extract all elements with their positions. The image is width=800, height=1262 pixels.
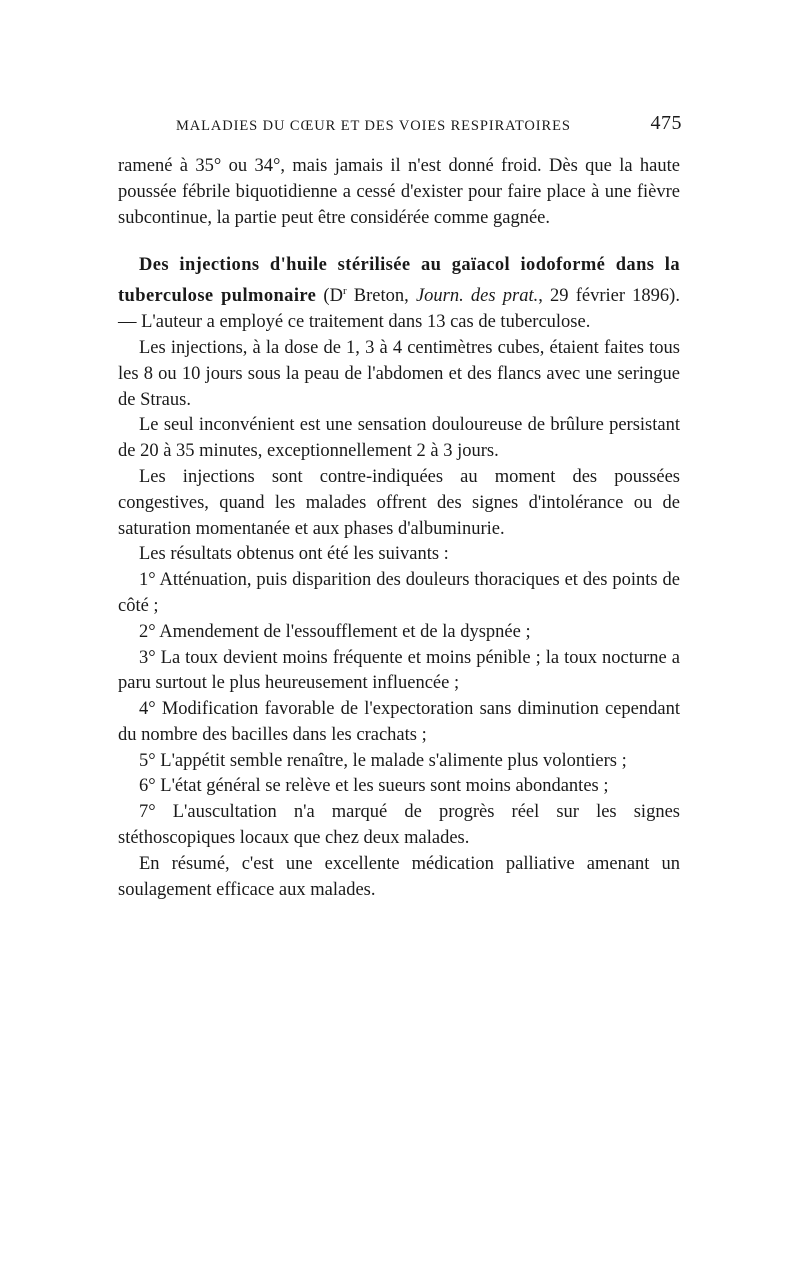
list-item: 1° Atténuation, puis disparition des douleurs thoraciques et des points de côté ; bbox=[118, 570, 680, 616]
body-text bbox=[118, 154, 680, 903]
section-gap bbox=[118, 231, 680, 253]
source-prefix: (D bbox=[316, 286, 343, 307]
list-item: 7° L'auscultation n'a marqué de progrès réel sur les signes stéthoscopiques locaux que chez deux malades. bbox=[118, 802, 680, 849]
paragraph: Les résultats obtenus ont été les suivants : bbox=[139, 544, 449, 565]
source-journal: Journ. des prat. bbox=[415, 286, 539, 307]
paragraph: Les injections, à la dose de 1, 3 à 4 centimètres cubes, étaient faites tous les 8 ou 10 jours sous la peau de l'abdomen et des flancs avec une seringue de Straus. bbox=[118, 337, 680, 410]
paragraph-continuation: ramené à 35° ou 34°, mais jamais il n'est donné froid. Dès que la haute poussée fébrile biquotidienne a cessé d'exister pour faire place à une fièvre subcontinue, la partie peut être considérée comme gagnée. bbox=[118, 156, 680, 228]
list-item: 3° La toux devient moins fréquente et moins pénible ; la toux nocturne a paru surtout le plus heureusement influencée ; bbox=[118, 647, 680, 694]
paragraph: Le seul inconvénient est une sensation douloureuse de brûlure persistant de 20 à 35 minutes, exceptionnellement 2 à 3 jours. bbox=[118, 415, 680, 462]
running-title: MALADIES DU CŒUR ET DES VOIES RESPIRATOIRES bbox=[176, 118, 571, 134]
list-item: 2° Amendement de l'essoufflement et de la dyspnée ; bbox=[139, 621, 531, 642]
list-item: 4° Modification favorable de l'expectoration sans diminution cependant du nombre des bacilles dans les crachats ; bbox=[118, 699, 680, 745]
page-number: 475 bbox=[650, 112, 682, 134]
source-rest: , 29 février 1896). — L'auteur a employé ce traitement dans 13 cas de tuberculose. bbox=[118, 286, 680, 333]
paragraph: Les injections sont contre-indiquées au moment des poussées congestives, quand les malades offrent des signes d'intolérance ou de saturation momentanée et aux phases d'albuminurie. bbox=[118, 466, 680, 539]
section-heading-paragraph bbox=[118, 253, 680, 336]
section-heading: Des injections d'huile stérilisée au gaïacol iodoformé dans la tuberculose pulmonaire bbox=[118, 255, 680, 307]
source-superscript: r bbox=[342, 285, 347, 298]
list-item: 6° L'état général se relève et les sueurs sont moins abondantes ; bbox=[139, 776, 609, 797]
book-page bbox=[118, 112, 680, 903]
source-author: Breton, bbox=[346, 286, 416, 307]
list-item: 5° L'appétit semble renaître, le malade s'alimente plus volontiers ; bbox=[139, 750, 627, 771]
conclusion-paragraph: En résumé, c'est une excellente médication palliative amenant un soulagement efficace aux malades. bbox=[118, 853, 680, 900]
running-head bbox=[118, 112, 680, 142]
